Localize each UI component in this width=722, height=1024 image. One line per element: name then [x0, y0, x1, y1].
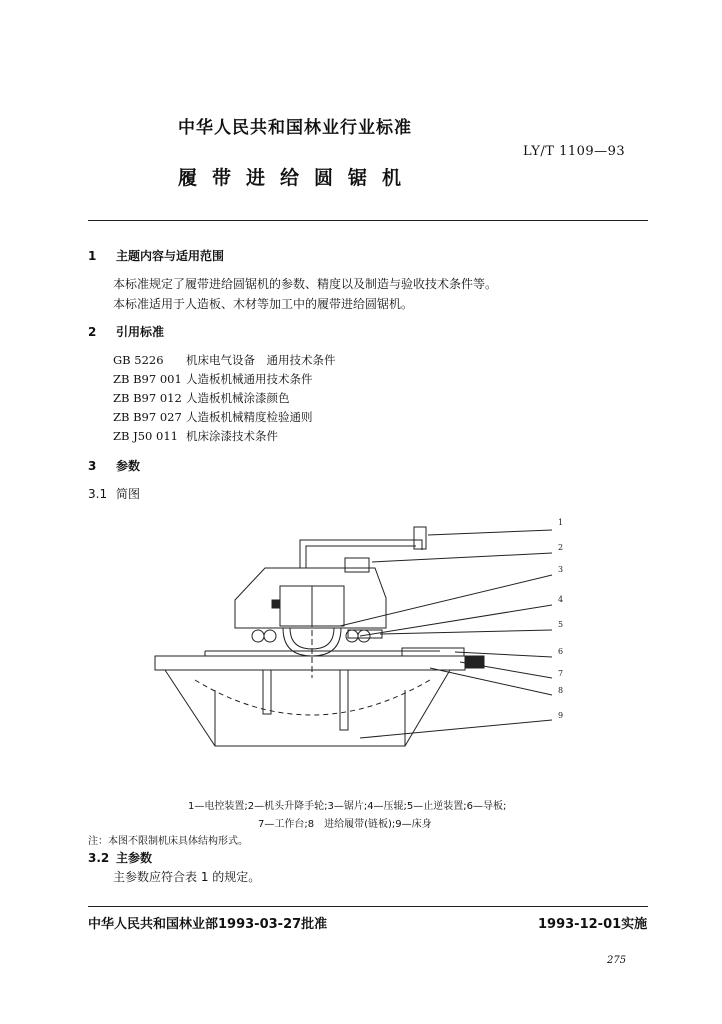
figure-note: 注：本图不限制机床具体结构形式。	[88, 836, 248, 847]
section-3-number: 3	[88, 459, 97, 473]
section-3-2-paragraph: 主参数应符合表 1 的规定。	[113, 870, 261, 884]
reference-title: 人造板机械通用技术条件	[186, 372, 313, 386]
section-3-heading	[88, 457, 140, 474]
section-3-1-title: 简图	[116, 487, 141, 501]
reference-code: ZB B97 012	[113, 391, 182, 405]
pressure-roller	[252, 630, 264, 642]
reference-title: 机床电气设备 通用技术条件	[186, 353, 336, 367]
standard-code: LY/T 1109—93	[523, 144, 626, 159]
section-3-1-heading	[88, 485, 140, 502]
section-3-1-number: 3.1	[88, 487, 108, 501]
reference-item	[113, 428, 278, 444]
section-1-title: 主题内容与适用范围	[116, 249, 225, 263]
lift-post	[345, 558, 369, 572]
guide-plate	[402, 648, 464, 656]
document-title: 履带进给圆锯机	[178, 167, 417, 189]
section-1-heading	[88, 247, 224, 264]
handwheel-arm	[300, 540, 422, 568]
machine-schematic	[0, 510, 722, 790]
callout-5: 5	[558, 620, 564, 629]
reference-item	[113, 352, 336, 368]
reference-code: GB 5226	[113, 353, 164, 367]
section-3-2-heading	[88, 849, 152, 866]
issuing-organization: 中华人民共和国林业行业标准	[178, 118, 412, 138]
reference-item	[113, 371, 313, 387]
section-3-2-number: 3.2	[88, 851, 110, 865]
section-1-number: 1	[88, 249, 97, 263]
section-3-2-title: 主参数	[116, 851, 153, 865]
machine-frame	[165, 670, 450, 746]
section-2-heading	[88, 323, 164, 340]
worktable	[155, 656, 465, 670]
reference-title: 人造板机械精度检验通则	[186, 410, 313, 424]
callout-1: 1	[558, 518, 564, 527]
reference-item	[113, 390, 290, 406]
header-rule	[88, 220, 648, 221]
callout-6: 6	[558, 647, 564, 656]
callout-9: 9	[558, 711, 564, 720]
feed-track	[195, 680, 430, 715]
reference-title: 机床涂漆技术条件	[186, 429, 278, 443]
effective-date: 1993-12-01实施	[538, 917, 648, 932]
approval-line: 中华人民共和国林业部1993-03-27批准	[88, 917, 328, 932]
reference-code: ZB J50 011	[113, 429, 178, 443]
section-2-number: 2	[88, 325, 97, 339]
footer-rule	[88, 906, 648, 907]
callout-7: 7	[558, 669, 564, 678]
page-number: 275	[607, 955, 627, 966]
figure-caption-line-1: 1—电控装置;2—机头升降手轮;3—锯片;4—压辊;5—止逆装置;6—导板;	[188, 801, 507, 812]
anti-kickback-device	[348, 630, 382, 638]
callout-4: 4	[558, 595, 564, 604]
reference-title: 人造板机械涂漆颜色	[186, 391, 290, 405]
figure-caption-line-2: 7—工作台;8 进给履带(链板);9—床身	[258, 819, 432, 830]
callout-3: 3	[558, 565, 564, 574]
section-1-paragraph-1: 本标准规定了履带进给圆锯机的参数、精度以及制造与验收技术条件等。	[113, 277, 498, 291]
machine-head	[235, 568, 386, 628]
reference-code: ZB B97 027	[113, 410, 182, 424]
callout-8: 8	[558, 686, 564, 695]
callout-2: 2	[558, 543, 564, 552]
section-2-title: 引用标准	[116, 325, 165, 339]
section-1-paragraph-2: 本标准适用于人造板、木材等加工中的履带进给圆锯机。	[113, 297, 414, 311]
section-3-title: 参数	[116, 459, 141, 473]
reference-item	[113, 409, 313, 425]
reference-code: ZB B97 001	[113, 372, 182, 386]
